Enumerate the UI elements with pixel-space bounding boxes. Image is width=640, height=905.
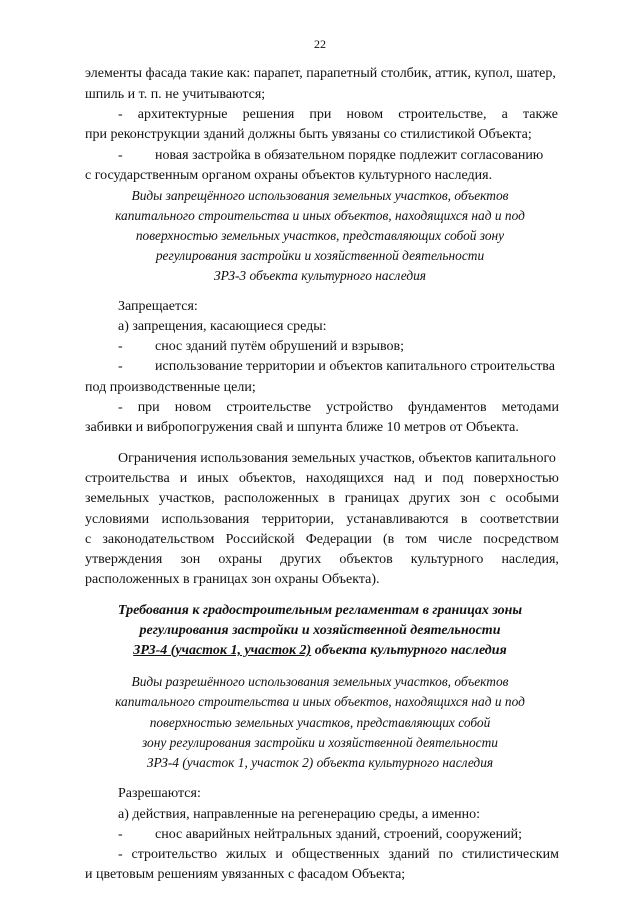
word: стилистическим [461,847,559,862]
text-line: Разрешаются: [118,786,201,801]
section-heading-line: капитального строительства и иных объектов, находящихся над и под [115,694,525,709]
text-line-justified [85,533,559,547]
word: находящихся [305,471,384,486]
word: охраны [218,552,263,567]
section-heading-line: зону регулирования застройки и хозяйственной деятельности [142,735,498,750]
word: общественных [291,847,380,862]
text-line: снос аварийных нейтральных зданий, строений, сооружений; [155,827,522,842]
word: в [328,491,336,506]
word: строительстве, [398,107,487,122]
word: посредством [483,532,559,547]
text-line: под производственные цели; [85,380,256,395]
word: и [275,847,283,862]
word: особыми [505,491,559,506]
word: других [409,491,451,506]
text-line: снос зданий путём обрушений и взрывов; [155,339,405,354]
list-dash: - [118,359,123,374]
word: устройство [326,400,393,415]
text-line: Запрещается: [118,299,198,314]
word: решения [242,107,295,122]
word: культурного [410,552,484,567]
text-line-justified [85,553,559,567]
section-heading-line: Требования к градостроительным регламентам в границах зоны [117,603,523,618]
page-number: 22 [314,37,326,51]
word: утверждения [85,552,163,567]
word: устанавливаются [346,512,449,527]
word: архитектурные [137,107,228,122]
word: числе [438,532,473,547]
word: - [118,400,123,415]
word: новом [174,400,212,415]
list-dash: - [118,148,123,163]
text-line-justified [85,492,559,506]
text-line: забивки и вибропогружения свай и шпунта ближе 10 метров от Объекта. [85,420,519,435]
text-line: и цветовым решениям увязанных с фасадом Объекта; [85,867,406,882]
word: в [460,512,468,527]
text-line: а) запрещения, касающиеся среды: [118,319,327,334]
text-line: использование территории и объектов капитального строительства [155,359,555,374]
text-line: элементы фасада такие как: парапет, парапетный столбик, аттик, купол, шатер, [85,66,556,81]
word: поверхностью [473,471,559,486]
list-dash: - [118,339,123,354]
word: строительстве [226,400,312,415]
word: жилых [225,847,267,862]
word: зон [180,552,201,567]
word: Российской [225,532,295,547]
word: - [118,847,123,862]
word: по [438,847,453,862]
word: методами [501,400,559,415]
word: расположенных [224,491,319,506]
list-dash: - [118,827,123,842]
word: Федерации [305,532,372,547]
word: при [137,400,160,415]
zone-code-underlined: ЗРЗ-4 (участок 1, участок 2) [133,643,312,658]
word: том [405,532,427,547]
section-heading-line [0,644,640,658]
text-line-justified [118,108,558,122]
word: строительство [131,847,218,862]
word: с [85,532,92,547]
word: над [393,471,415,486]
heading-text: объекта культурного наследия [311,643,507,658]
word: под [442,471,464,486]
section-heading-line: Виды разрешённого использования земельных участков, объектов [131,674,509,689]
word: иных [197,471,229,486]
section-heading-line: капитального строительства и иных объектов, находящихся над и под [115,208,525,223]
text-line: расположенных в границах зон охраны Объекта). [85,572,380,587]
word: земельных [85,491,150,506]
section-heading-line: регулирования застройки и хозяйственной деятельности [155,248,485,263]
word: (в [383,532,395,547]
text-line-justified [85,472,559,486]
text-line-justified [118,401,559,415]
word: также [522,107,558,122]
word: объектов, [238,471,296,486]
word: территории, [261,512,334,527]
section-heading-line: регулирования застройки и хозяйственной деятельности [139,623,501,638]
section-heading-line: Виды запрещённого использования земельных участков, объектов [131,188,509,203]
section-heading-line: ЗРЗ-4 (участок 1, участок 2) объекта культурного наследия [146,755,494,770]
word: и [424,471,433,486]
word: новом [346,107,384,122]
text-line: Ограничения использования земельных участков, объектов капитального [118,451,556,466]
word: и [179,471,188,486]
word: других [280,552,322,567]
section-heading-line: поверхностью земельных участков, представляющих собой [149,715,491,730]
text-line: при реконструкции зданий должны быть увязаны со стилистикой Объекта; [85,127,532,142]
word: границах [344,491,400,506]
text-line: шпиль и т. п. не учитываются; [85,87,266,102]
text-line: с государственным органом охраны объектов культурного наследия. [85,168,493,183]
word: законодательством [102,532,215,547]
word: условиями [85,512,150,527]
text-line: а) действия, направленные на регенерацию среды, а именно: [118,807,481,822]
word: объектов [339,552,393,567]
word: при [309,107,332,122]
text-line: новая застройка в обязательном порядке подлежит согласованию [155,148,544,163]
word: зон [459,491,480,506]
text-line-justified [118,848,559,862]
word: строительства [85,471,170,486]
word: фундаментов [407,400,487,415]
word: - [118,107,123,122]
word: зданий [388,847,430,862]
word: а [501,107,508,122]
word: наследия, [501,552,559,567]
word: с [489,491,496,506]
section-heading-line: поверхностью земельных участков, представляющих собой зону [135,228,505,243]
text-line-justified [85,513,559,527]
word: участков, [158,491,215,506]
word: соответствии [479,512,559,527]
section-heading-line: ЗРЗ-3 объекта культурного наследия [213,268,427,283]
word: использования [161,512,250,527]
